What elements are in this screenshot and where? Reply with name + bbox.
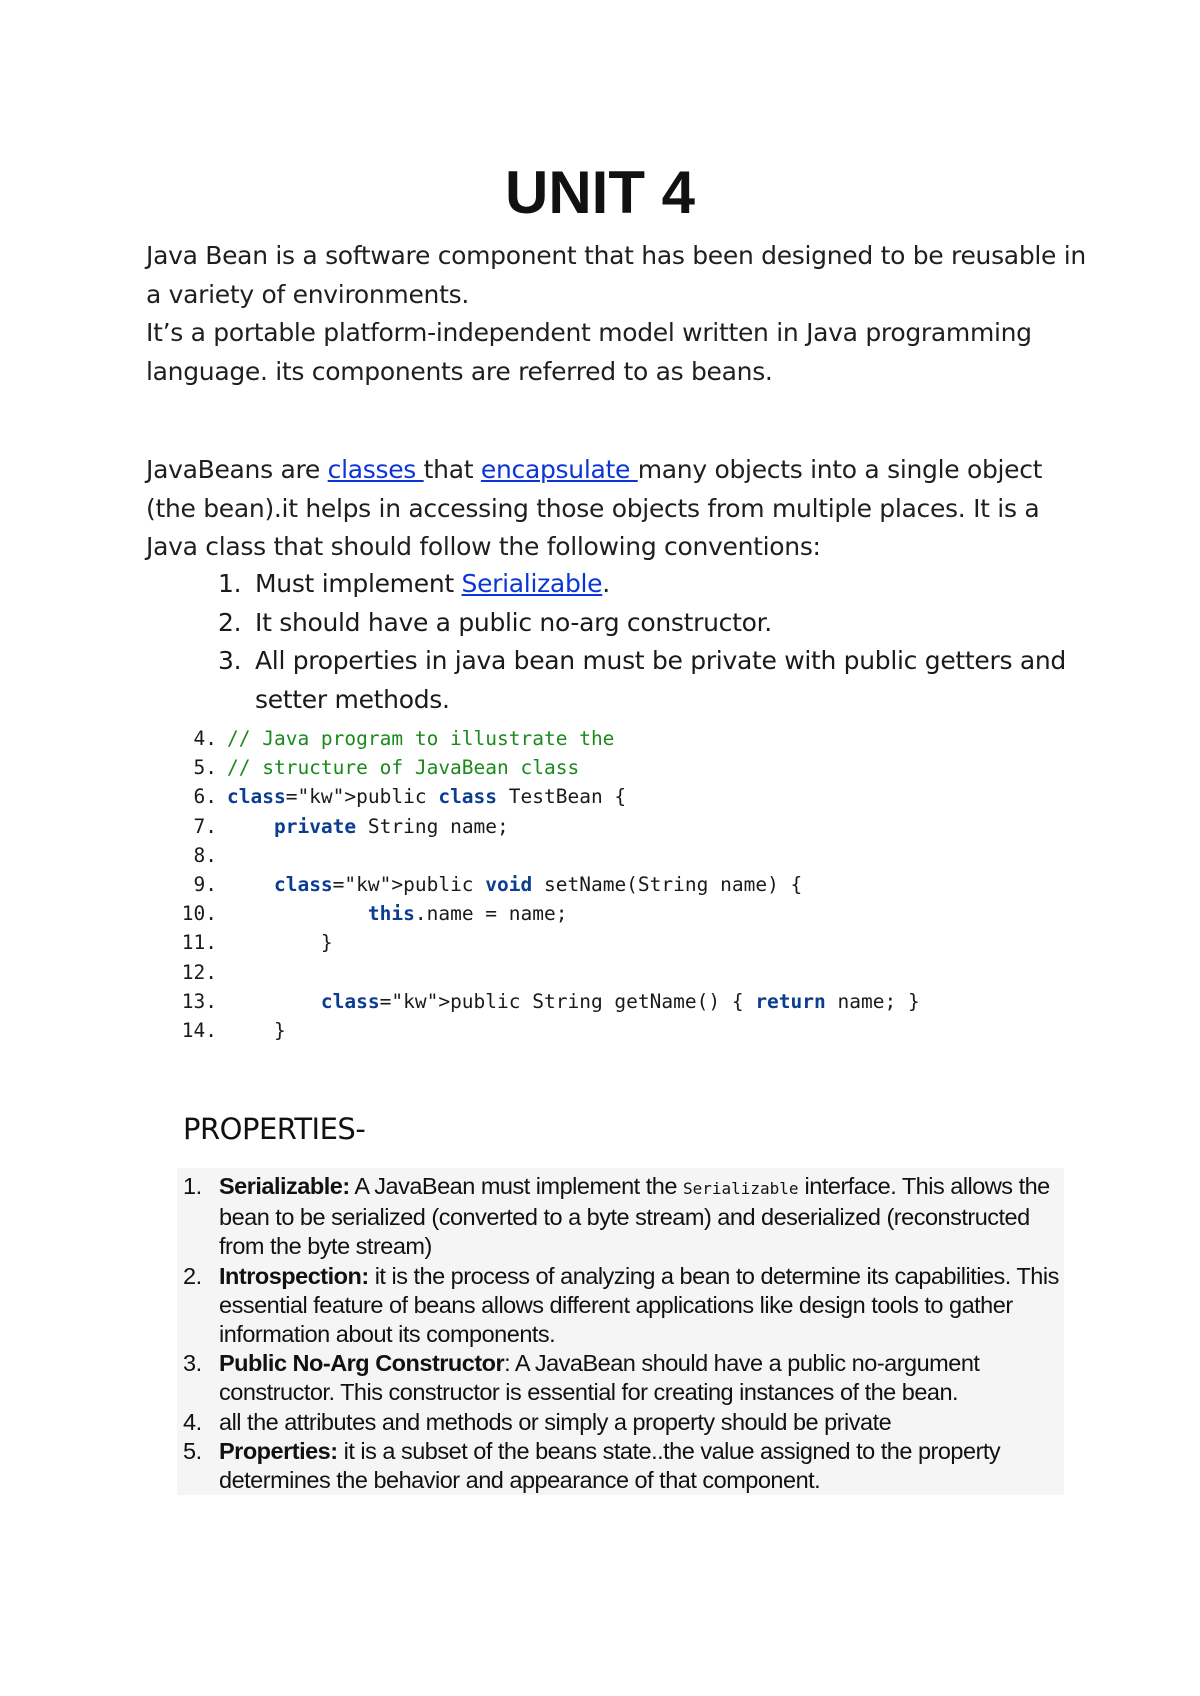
code-line-text [217, 958, 227, 987]
code-line-number: 13. [181, 989, 217, 1013]
javabeans-prefix: JavaBeans are [146, 455, 328, 484]
code-line-number: 14. [181, 1019, 217, 1043]
code-line-text: class="kw">public class TestBean { [227, 785, 627, 809]
code-line-number: 10. [181, 902, 217, 926]
encapsulate-link[interactable]: encapsulate [480, 455, 638, 484]
code-line [146, 1016, 920, 1045]
javabeans-mid: that [423, 455, 481, 484]
code-line-number: 7. [193, 814, 217, 838]
code-line-number: 6. [193, 785, 217, 809]
code-line-text [217, 841, 227, 870]
list-item: 1. Serializable: A JavaBean must implement the Serializable interface. This allows the bean to be serialized (converted to a byte stream) and deserialized (reconstructed from the byte stream) [183, 1173, 1050, 1260]
intro-line-2: It’s a portable platform-independent model written in Java programming language. its components are referred to as beans. [146, 318, 1032, 386]
code-line [146, 841, 920, 870]
code-line-number: 11. [181, 931, 217, 955]
code-line-text: } [227, 1019, 286, 1043]
list-item: 3. All properties in java bean must be private with public getters and setter methods. [218, 646, 1066, 714]
list-item: 1. Must implement Serializable. [218, 569, 610, 598]
code-line-text: class="kw">public void setName(String name) { [273, 873, 803, 897]
code-line-text: // structure of JavaBean class [227, 756, 580, 780]
code-line-text: this.name = name; [367, 902, 568, 926]
code-line [146, 928, 920, 957]
conventions-list [146, 565, 1086, 719]
list-item: 2. It should have a public no-arg constructor. [218, 607, 772, 637]
javabeans-rest: many objects into a single object (the bean).it helps in accessing those objects from multiple places. It is a Java class that should follow the following conventions: [146, 455, 1043, 561]
properties-list [183, 1172, 1063, 1495]
code-line-text: // Java program to illustrate the [227, 727, 615, 750]
intro-line-1: Java Bean is a software component that has been designed to be reusable in a variety of environments. [146, 241, 1086, 309]
list-item: 4. all the attributes and methods or simply a property should be private [183, 1408, 892, 1435]
code-line-text: } [227, 931, 333, 955]
list-item: 2. Introspection: it is the process of analyzing a bean to determine its capabilities. This essential feature of beans allows different applications like design tools to gather information about its components. [183, 1262, 1059, 1348]
properties-heading: PROPERTIES- [183, 1112, 366, 1146]
intro-paragraph [146, 237, 1086, 391]
list-item: 5. Properties: it is a subset of the beans state..the value assigned to the property determines the behavior and appearance of that component. [183, 1437, 1001, 1494]
page-title: UNIT 4 [504, 159, 696, 226]
code-line [146, 899, 920, 928]
code-line-text: private String name; [273, 814, 509, 838]
javabeans-paragraph [146, 451, 1086, 567]
code-line-number: 8. [193, 843, 217, 867]
code-line [146, 958, 920, 987]
classes-link[interactable]: classes [327, 455, 424, 484]
code-line-number: 4. [193, 727, 217, 750]
code-line-number: 9. [193, 873, 217, 897]
code-line-number: 12. [181, 960, 217, 984]
code-block [146, 724, 920, 1045]
code-line [146, 724, 920, 753]
serializable-link[interactable]: Serializable [461, 569, 603, 598]
code-line [146, 987, 920, 1016]
code-line [146, 870, 920, 899]
code-line [146, 782, 920, 811]
code-line [146, 753, 920, 782]
code-line [146, 812, 920, 841]
list-item: 3. Public No-Arg Constructor: A JavaBean should have a public no-argument constructor. This constructor is essential for creating instances of the bean. [183, 1350, 980, 1406]
code-line-number: 5. [193, 756, 217, 780]
code-line-text: class="kw">public String getName() { return name; } [320, 989, 920, 1013]
